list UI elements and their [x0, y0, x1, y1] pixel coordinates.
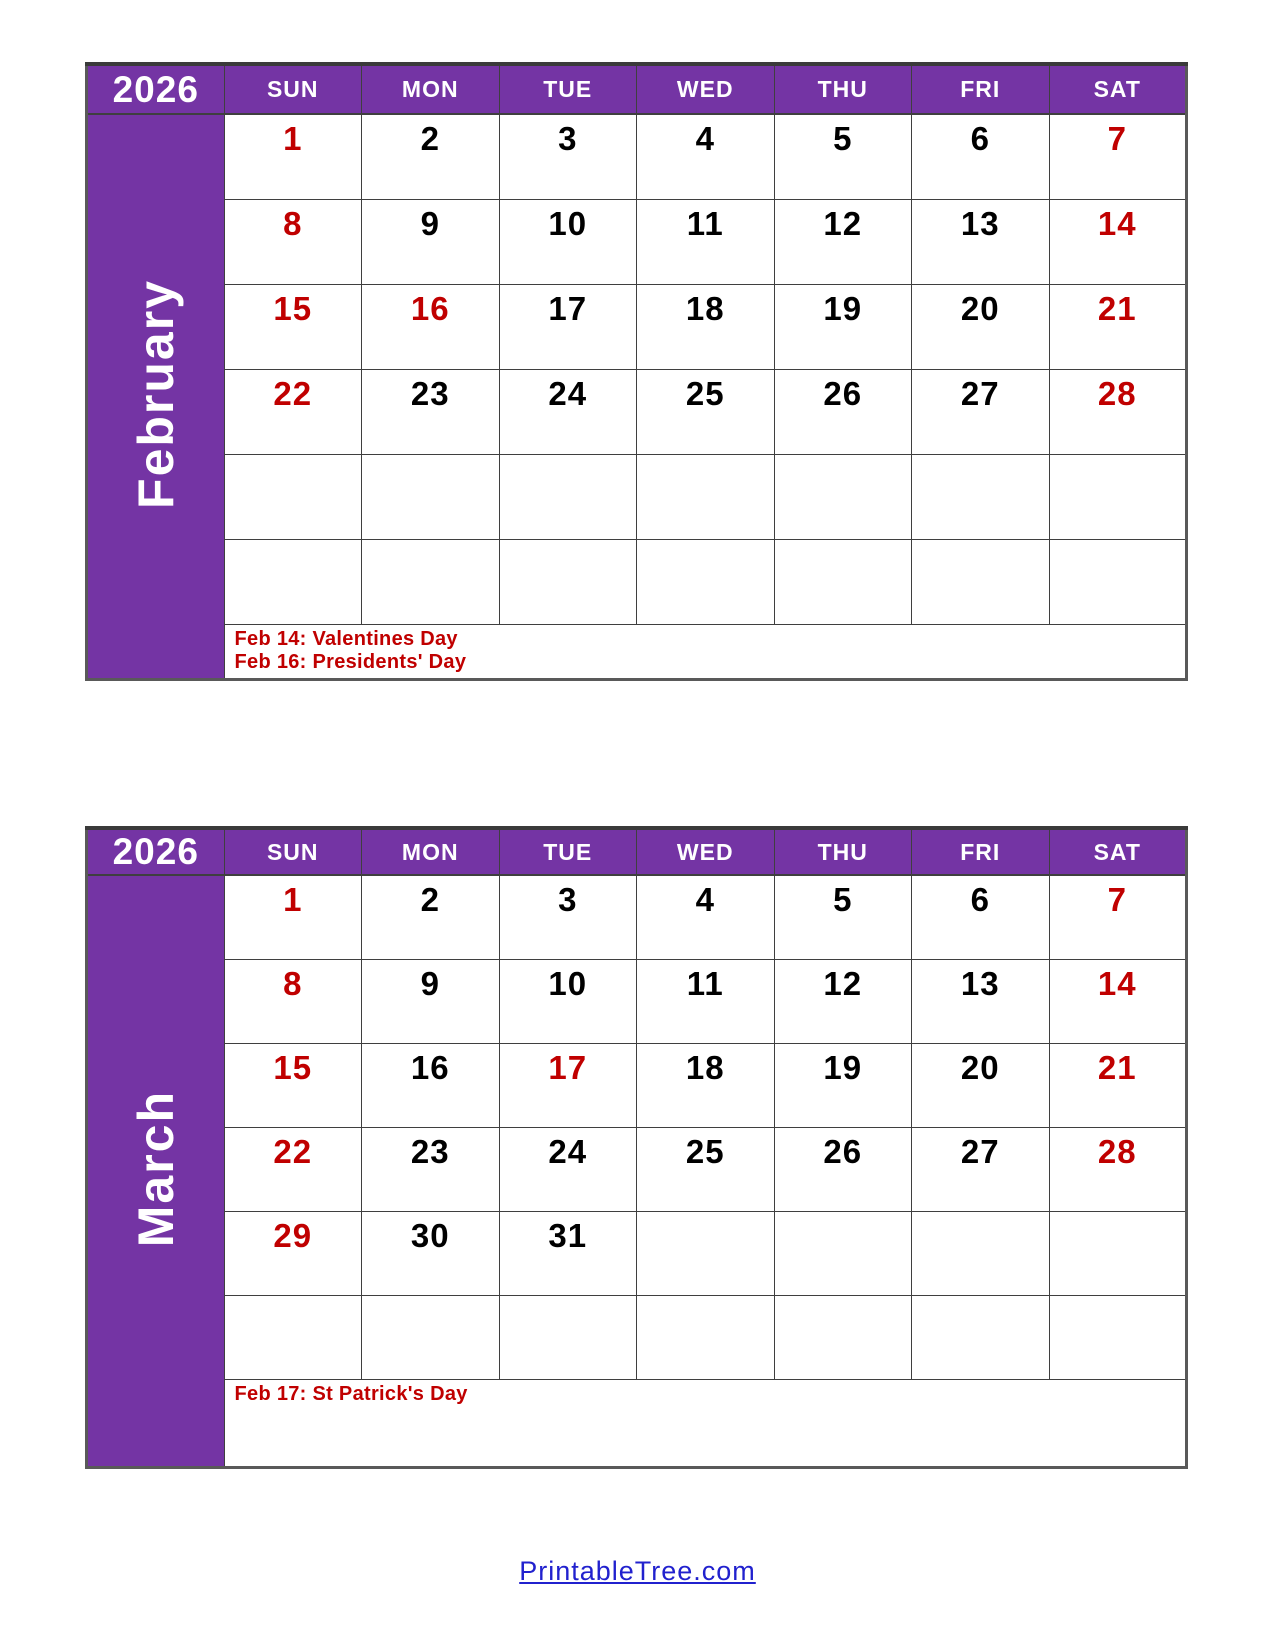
day-header-mon: MON	[362, 828, 500, 875]
date-cell-empty	[1049, 454, 1187, 539]
date-cell-march-20: 20	[912, 1043, 1050, 1127]
date-cell-empty	[912, 1295, 1050, 1379]
calendar-march-2026	[85, 826, 1188, 1469]
date-cell-march-2: 2	[362, 875, 500, 959]
day-header-fri: FRI	[912, 64, 1050, 114]
day-header-wed: WED	[637, 828, 775, 875]
date-cell-empty	[224, 454, 362, 539]
date-cell-february-7: 7	[1049, 114, 1187, 199]
date-cell-march-9: 9	[362, 959, 500, 1043]
date-cell-march-17: 17	[499, 1043, 637, 1127]
week-row	[87, 1127, 1187, 1211]
date-cell-february-6: 6	[912, 114, 1050, 199]
date-cell-february-22: 22	[224, 369, 362, 454]
holiday-row	[87, 624, 1187, 679]
date-cell-february-10: 10	[499, 199, 637, 284]
holiday-note: Feb 17: St Patrick's Day	[234, 1382, 468, 1405]
week-row	[87, 1295, 1187, 1379]
date-cell-empty	[637, 1295, 775, 1379]
date-cell-empty	[362, 1295, 500, 1379]
date-cell-february-14: 14	[1049, 199, 1187, 284]
date-cell-march-6: 6	[912, 875, 1050, 959]
date-cell-empty	[912, 454, 1050, 539]
date-cell-empty	[774, 1295, 912, 1379]
date-cell-empty	[774, 1211, 912, 1295]
date-cell-march-13: 13	[912, 959, 1050, 1043]
week-row	[87, 114, 1187, 199]
date-cell-march-7: 7	[1049, 875, 1187, 959]
date-cell-february-24: 24	[499, 369, 637, 454]
date-cell-empty	[774, 454, 912, 539]
date-cell-february-5: 5	[774, 114, 912, 199]
week-row	[87, 199, 1187, 284]
week-row	[87, 454, 1187, 539]
date-cell-february-11: 11	[637, 199, 775, 284]
month-label: February	[127, 278, 184, 509]
week-row	[87, 1211, 1187, 1295]
date-cell-february-23: 23	[362, 369, 500, 454]
date-cell-february-28: 28	[1049, 369, 1187, 454]
year-label: 2026	[87, 828, 225, 875]
day-header-tue: TUE	[499, 828, 637, 875]
date-cell-march-3: 3	[499, 875, 637, 959]
date-cell-empty	[774, 539, 912, 624]
day-header-sat: SAT	[1049, 828, 1187, 875]
holiday-row	[87, 1379, 1187, 1467]
date-cell-february-16: 16	[362, 284, 500, 369]
date-cell-empty	[637, 454, 775, 539]
week-row	[87, 875, 1187, 959]
day-header-wed: WED	[637, 64, 775, 114]
day-header-mon: MON	[362, 64, 500, 114]
week-row	[87, 369, 1187, 454]
footer	[0, 1556, 1275, 1587]
year-label: 2026	[87, 64, 225, 114]
date-cell-february-18: 18	[637, 284, 775, 369]
date-cell-march-25: 25	[637, 1127, 775, 1211]
day-header-sat: SAT	[1049, 64, 1187, 114]
date-cell-march-19: 19	[774, 1043, 912, 1127]
week-row	[87, 1043, 1187, 1127]
date-cell-empty	[912, 1211, 1050, 1295]
date-cell-empty	[362, 539, 500, 624]
date-cell-february-12: 12	[774, 199, 912, 284]
date-cell-february-17: 17	[499, 284, 637, 369]
holiday-notes	[224, 624, 1187, 679]
date-cell-empty	[1049, 1211, 1187, 1295]
date-cell-empty	[1049, 1295, 1187, 1379]
date-cell-february-4: 4	[637, 114, 775, 199]
date-cell-february-9: 9	[362, 199, 500, 284]
calendar-header-row	[87, 64, 1187, 114]
date-cell-march-22: 22	[224, 1127, 362, 1211]
holiday-note: Feb 16: Presidents' Day	[234, 651, 467, 674]
date-cell-february-13: 13	[912, 199, 1050, 284]
date-cell-february-19: 19	[774, 284, 912, 369]
date-cell-february-3: 3	[499, 114, 637, 199]
date-cell-march-29: 29	[224, 1211, 362, 1295]
date-cell-march-18: 18	[637, 1043, 775, 1127]
date-cell-empty	[499, 1295, 637, 1379]
day-header-tue: TUE	[499, 64, 637, 114]
date-cell-march-14: 14	[1049, 959, 1187, 1043]
date-cell-empty	[499, 454, 637, 539]
date-cell-march-8: 8	[224, 959, 362, 1043]
day-header-fri: FRI	[912, 828, 1050, 875]
date-cell-march-28: 28	[1049, 1127, 1187, 1211]
date-cell-empty	[912, 539, 1050, 624]
calendar-header-row	[87, 828, 1187, 875]
date-cell-february-25: 25	[637, 369, 775, 454]
month-sidebar	[87, 875, 225, 1467]
day-header-thu: THU	[774, 64, 912, 114]
date-cell-empty	[362, 454, 500, 539]
week-row	[87, 959, 1187, 1043]
day-header-sun: SUN	[224, 64, 362, 114]
date-cell-empty	[1049, 539, 1187, 624]
date-cell-empty	[499, 539, 637, 624]
date-cell-march-5: 5	[774, 875, 912, 959]
date-cell-march-12: 12	[774, 959, 912, 1043]
date-cell-march-15: 15	[224, 1043, 362, 1127]
date-cell-empty	[224, 539, 362, 624]
date-cell-february-15: 15	[224, 284, 362, 369]
date-cell-march-24: 24	[499, 1127, 637, 1211]
day-header-sun: SUN	[224, 828, 362, 875]
footer-link[interactable]: PrintableTree.com	[519, 1556, 756, 1586]
date-cell-february-20: 20	[912, 284, 1050, 369]
date-cell-march-21: 21	[1049, 1043, 1187, 1127]
month-label: March	[127, 1089, 184, 1247]
day-header-thu: THU	[774, 828, 912, 875]
holiday-notes	[224, 1379, 1187, 1467]
date-cell-march-26: 26	[774, 1127, 912, 1211]
month-sidebar	[87, 114, 225, 679]
week-row	[87, 284, 1187, 369]
date-cell-march-11: 11	[637, 959, 775, 1043]
date-cell-february-8: 8	[224, 199, 362, 284]
date-cell-march-1: 1	[224, 875, 362, 959]
date-cell-march-30: 30	[362, 1211, 500, 1295]
calendar-february-2026	[85, 62, 1188, 681]
week-row	[87, 539, 1187, 624]
date-cell-february-26: 26	[774, 369, 912, 454]
date-cell-march-10: 10	[499, 959, 637, 1043]
date-cell-march-23: 23	[362, 1127, 500, 1211]
date-cell-march-27: 27	[912, 1127, 1050, 1211]
date-cell-february-2: 2	[362, 114, 500, 199]
holiday-note: Feb 14: Valentines Day	[234, 627, 458, 650]
date-cell-empty	[637, 1211, 775, 1295]
date-cell-march-16: 16	[362, 1043, 500, 1127]
date-cell-march-31: 31	[499, 1211, 637, 1295]
date-cell-february-21: 21	[1049, 284, 1187, 369]
date-cell-march-4: 4	[637, 875, 775, 959]
date-cell-february-1: 1	[224, 114, 362, 199]
date-cell-february-27: 27	[912, 369, 1050, 454]
date-cell-empty	[224, 1295, 362, 1379]
date-cell-empty	[637, 539, 775, 624]
